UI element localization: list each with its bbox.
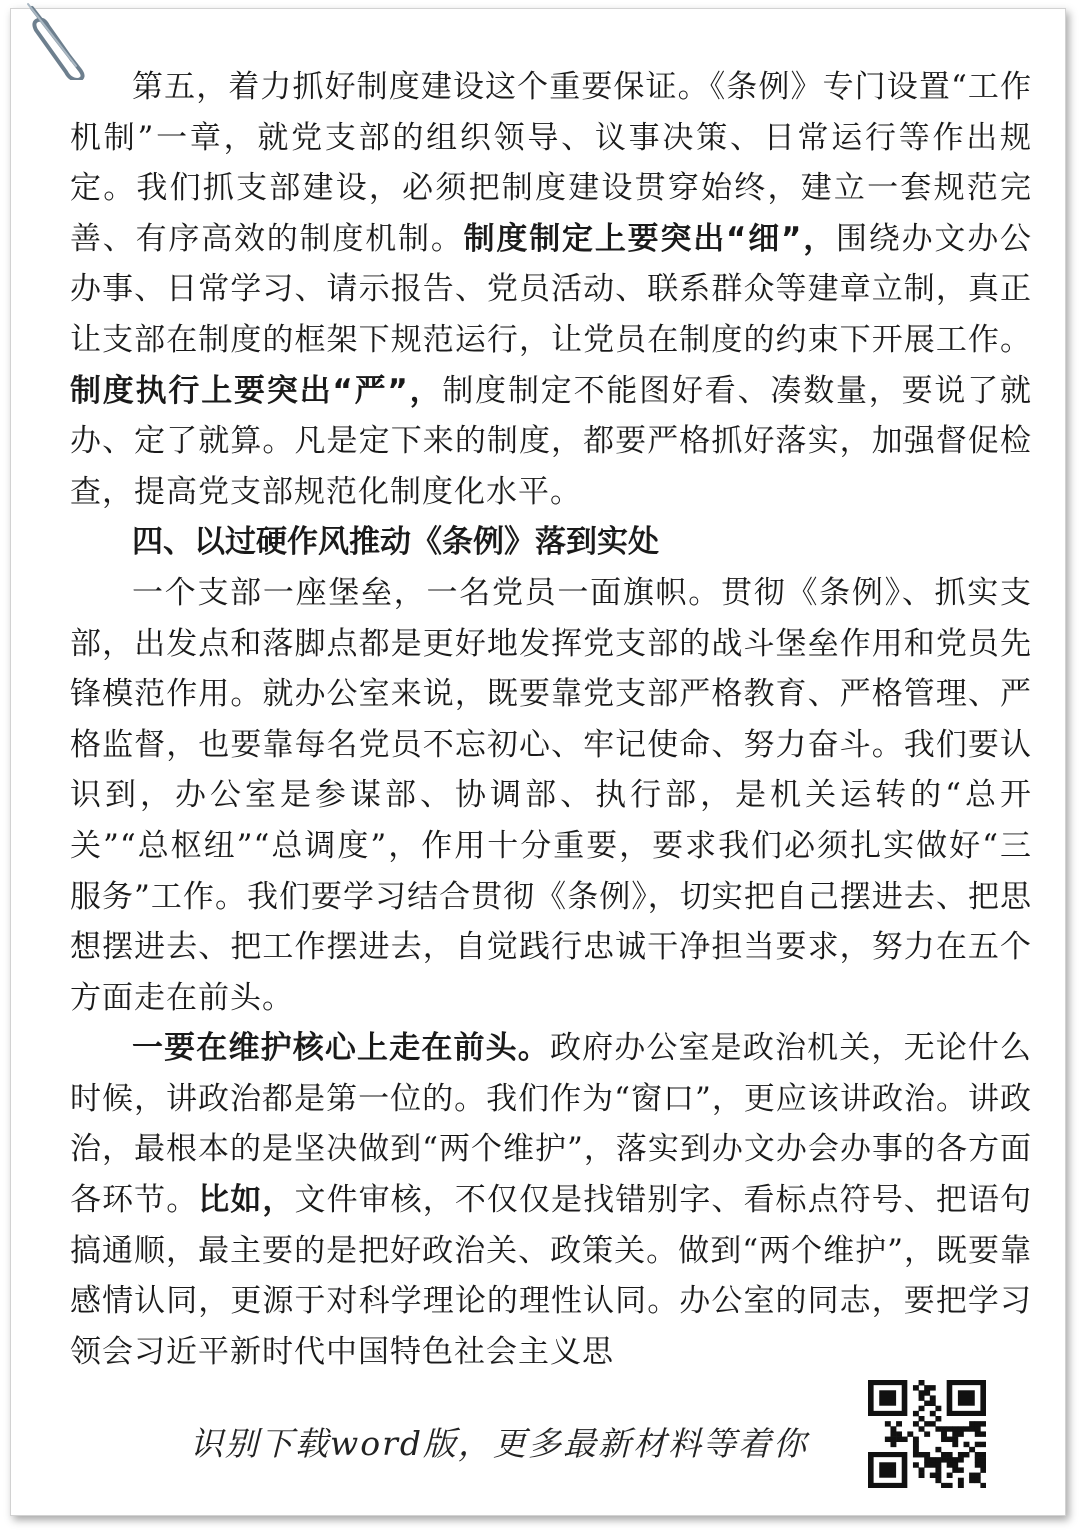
paragraph-text: 政府办公室是政治机关，无论什么时候，讲政治都是第一位的。我们作为“窗口”，更应该讲政治。讲政治，最根本的是坚决做到“两个维护”，落实到办文办会办事的各方面各环节。	[70, 1030, 1033, 1219]
emphasis-text: 一要在维护核心上走在前头。	[132, 1030, 550, 1067]
document-body	[70, 62, 1032, 1377]
emphasis-text: 制度制定上要突出“细”，	[463, 220, 836, 257]
paragraph-text: 第五，着力抓好制度建设这个重要保证。《条例》专门设置“工作机制”一章，就党支部的组织领导、议事决策、日常运行等作出规定。我们抓支部建设，必须把制度建设贯穿始终，建立一套规范完善、有序高效的制度机制。	[70, 69, 1032, 257]
emphasis-text: 四、以过硬作风推动《条例》落到实处	[132, 524, 659, 561]
body-paragraph	[70, 62, 1032, 517]
section-heading	[70, 517, 1032, 568]
paragraph-text: 一个支部一座堡垒，一名党员一面旗帜。贯彻《条例》、抓实支部，出发点和落脚点都是更好地发挥党支部的战斗堡垒作用和党员先锋模范作用。就办公室来说，既要靠党支部严格教育、严格管理、严格监督，也要靠每名党员不忘初心、牢记使命、努力奋斗。我们要认识到，办公室是参谋部、协调部、执行部，是机关运转的“总开关”“总枢纽”“总调度”，作用十分重要，要求我们必须扎实做好“三服务”工作。我们要学习结合贯彻《条例》，切实把自己摆进去、把思想摆进去、把工作摆进去，自觉践行忠诚干净担当要求，努力在五个方面走在前头。	[70, 574, 1032, 1016]
paragraph-text: 制度制定不能图好看、凑数量，要说了就办、定了就算。凡是定下来的制度，都要严格抓好落实，加强督促检查，提高党支部规范化制度化水平。	[70, 372, 1033, 510]
paragraph-text: 围绕办文办公办事、日常学习、请示报告、党员活动、联系群众等建章立制，真正让支部在制度的框架下规范运行，让党员在制度的约束下开展工作。	[70, 220, 1033, 358]
emphasis-text: 比如，	[198, 1182, 295, 1219]
promo-text: 识别下载word版，更多最新材料等着你	[190, 1424, 809, 1463]
paragraph-text: 文件审核，不仅仅是找错别字、看标点符号、把语句搞通顺，最主要的是把好政治关、政策关。做到“两个维护”，既要靠感情认同，更源于对科学理论的理性认同。办公室的同志，要把学习领会习近平新时代中国特色社会主义思	[70, 1182, 1033, 1370]
body-paragraph	[70, 1023, 1032, 1377]
body-paragraph	[70, 568, 1032, 1023]
qr-code-icon[interactable]	[868, 1380, 986, 1488]
emphasis-text: 制度执行上要突出“严”，	[70, 372, 443, 409]
